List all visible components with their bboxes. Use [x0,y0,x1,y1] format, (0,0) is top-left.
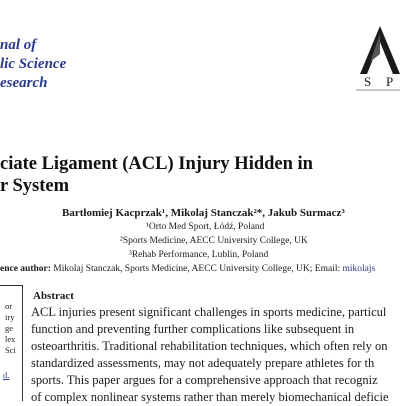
affiliation-1: ¹Orto Med Sport, Łódź, Poland [146,222,265,232]
journal-name-line: lic Science [0,56,67,72]
affiliation-3: ³Rehab Performance, Lublin, Poland [129,250,269,260]
abstract-heading: Abstract [33,290,74,302]
corresponding-author [0,264,375,274]
paper-title [0,153,313,197]
abstract-line: function and preventing further complications like subsequent in [31,322,355,336]
journal-name-line: nal of [0,37,37,53]
affiliation-2: ²Sports Medicine, AECC University College, UK [120,236,308,246]
corresponding-author-label: ence author: [0,264,51,274]
author-list: Bartłomiej Kacprzak¹, Mikolaj Stanczak²*, Jakub Surmacz³ [62,207,345,219]
corresponding-author-text: Mikolaj Stanczak, Sports Medicine, AECC University College, UK; Email: [50,264,343,274]
article-info-text [5,301,16,356]
journal-name [0,36,66,93]
article-info-line: iry [5,312,15,322]
article-info-line: lex [5,334,16,344]
article-info-link[interactable]: d. [3,370,10,380]
article-info-line: Sci [5,345,16,355]
abstract-line: sports. This paper argues for a comprehensive approach that recogniz [31,373,378,387]
abstract-line: standardized assessments, may not adequately prepare athletes for th [31,356,375,370]
paper-title-line2: r System [0,176,70,196]
logo-letter-s: S [364,74,372,89]
journal-name-line: esearch [0,75,48,91]
abstract-line: osteoarthritis. Traditional rehabilitation techniques, which often rely on [31,339,388,353]
article-info-line: or [5,301,13,311]
article-info-line: ge [5,323,14,333]
paper-title-line1: ciate Ligament (ACL) Injury Hidden in [0,154,313,174]
publisher-logo [356,24,400,94]
abstract-body [31,304,389,406]
abstract-line: ACL injuries present significant challenges in sports medicine, particul [31,305,387,319]
corresponding-author-email[interactable]: mikolajs [342,264,376,274]
abstract-line: of complex nonlinear systems rather than merely biomechanical deficie [31,390,389,404]
logo-letter-p: P [386,74,394,89]
